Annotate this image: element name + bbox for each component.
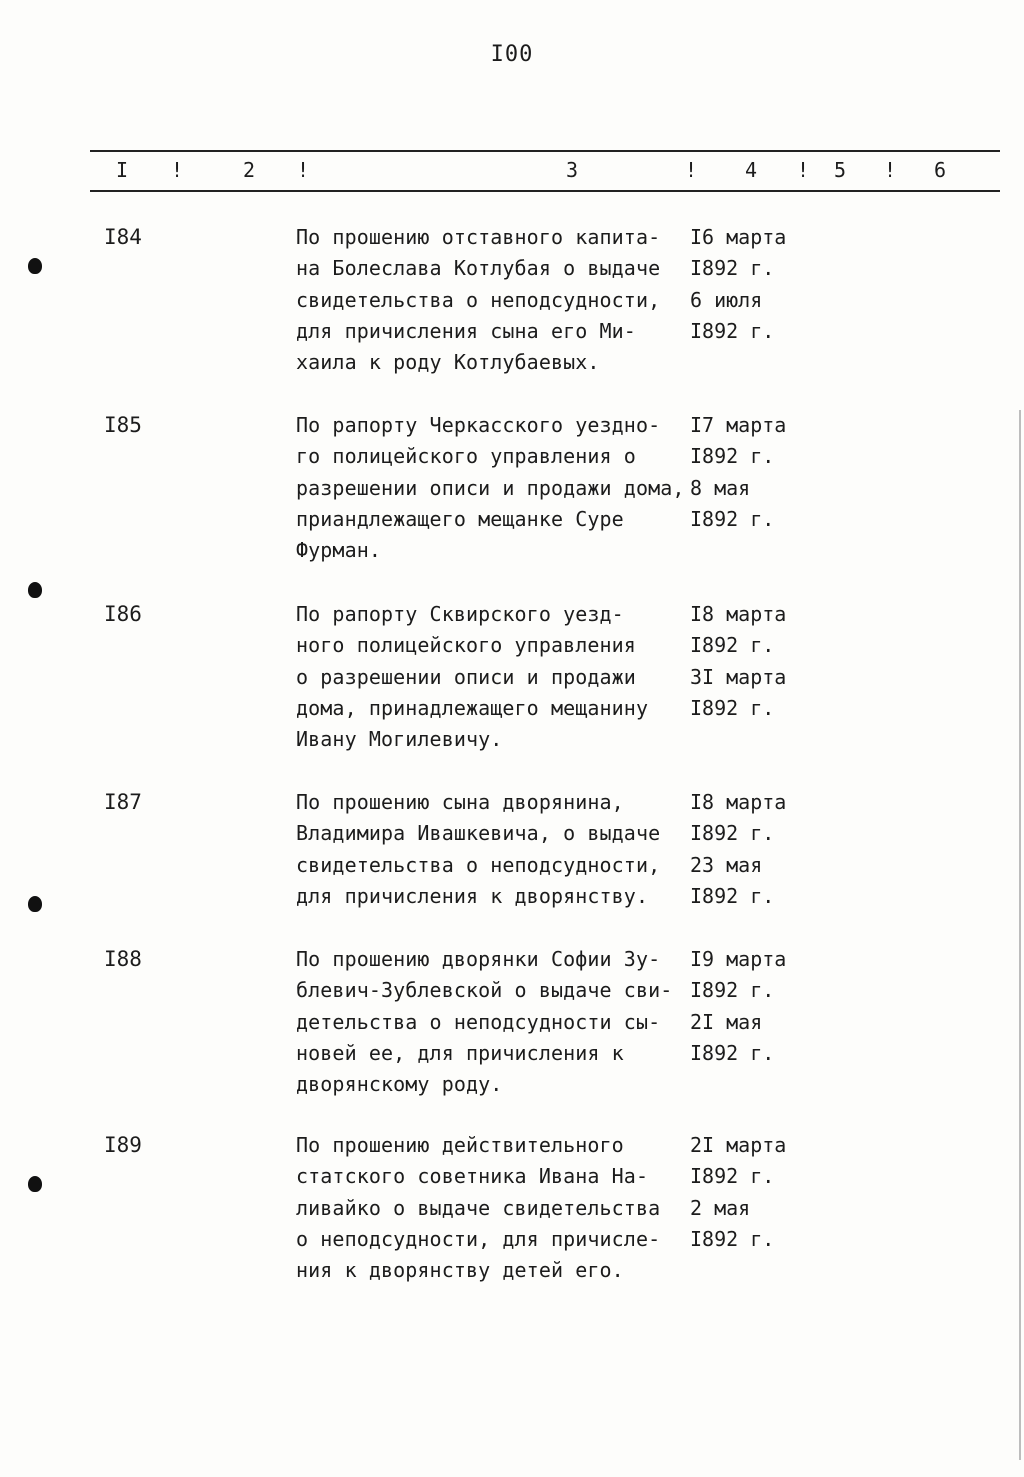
entry-description: По прошению действительного статского советника Ивана На- ливайко о выдаче свидетельства о неподсудности, для причисле- ния к дворянству детей его. (296, 1133, 661, 1283)
entry-description: По прошению отставного капита- на Болеслава Котлубая о выдаче свидетельства о неподсудности, для причисления сына его Ми- хаила к роду Котлубаевых. (296, 225, 661, 375)
table-row (0, 787, 1024, 967)
entry-dates: I8 марта I892 г. 23 мая I892 г. (690, 790, 787, 908)
page-number: I00 (490, 42, 534, 67)
entry-dates: I6 марта I892 г. 6 июля I892 г. (690, 225, 787, 343)
header-separator: ! (797, 158, 810, 182)
scan-edge-shadow (1019, 410, 1021, 1460)
header-separator: ! (685, 158, 698, 182)
header-col-2: 2 (243, 158, 256, 182)
header-col-3: 3 (566, 158, 579, 182)
header-separator: ! (171, 158, 184, 182)
entry-number: I89 (104, 1133, 142, 1157)
entry-dates: I8 марта I892 г. 3I марта I892 г. (690, 602, 787, 720)
entry-dates: 2I марта I892 г. 2 мая I892 г. (690, 1133, 787, 1251)
punch-hole-mark (28, 258, 42, 274)
table-row (0, 222, 1024, 402)
entry-description: По рапорту Сквирского уезд- ного полицейского управления о разрешении описи и продажи дома, принадлежащего мещанину Ивану Могилевичу. (296, 602, 649, 752)
entry-number: I87 (104, 790, 142, 814)
punch-hole-mark (28, 896, 42, 912)
punch-hole-mark (28, 1176, 42, 1192)
entry-description: По рапорту Черкасского уездно- го полицейского управления о разрешении описи и продажи дома, приандлежащего мещанке Суре Фурман. (296, 413, 685, 563)
entry-number: I86 (104, 602, 142, 626)
header-col-5: 5 (834, 158, 847, 182)
punch-hole-mark (28, 582, 42, 598)
table-row (0, 410, 1024, 590)
header-col-6: 6 (934, 158, 947, 182)
entry-dates: I7 марта I892 г. 8 мая I892 г. (690, 413, 787, 531)
table-header-rule (90, 190, 1000, 192)
table-row (0, 1130, 1024, 1310)
table-row (0, 944, 1024, 1124)
header-separator: ! (297, 158, 310, 182)
entry-dates: I9 марта I892 г. 2I мая I892 г. (690, 947, 787, 1065)
entry-number: I88 (104, 947, 142, 971)
header-col-1: I (116, 158, 129, 182)
table-top-rule (90, 150, 1000, 152)
header-separator: ! (884, 158, 897, 182)
entry-number: I85 (104, 413, 142, 437)
entry-number: I84 (104, 225, 142, 249)
table-row (0, 599, 1024, 779)
header-col-4: 4 (745, 158, 758, 182)
entry-description: По прошению сына дворянина, Владимира Ивашкевича, о выдаче свидетельства о неподсудности, для причисления к дворянству. (296, 790, 661, 908)
entry-description: По прошению дворянки Софии Зу- блевич-Зублевской о выдаче сви- детельства о неподсудности сы- новей ее, для причисления к дворянскому роду. (296, 947, 673, 1097)
